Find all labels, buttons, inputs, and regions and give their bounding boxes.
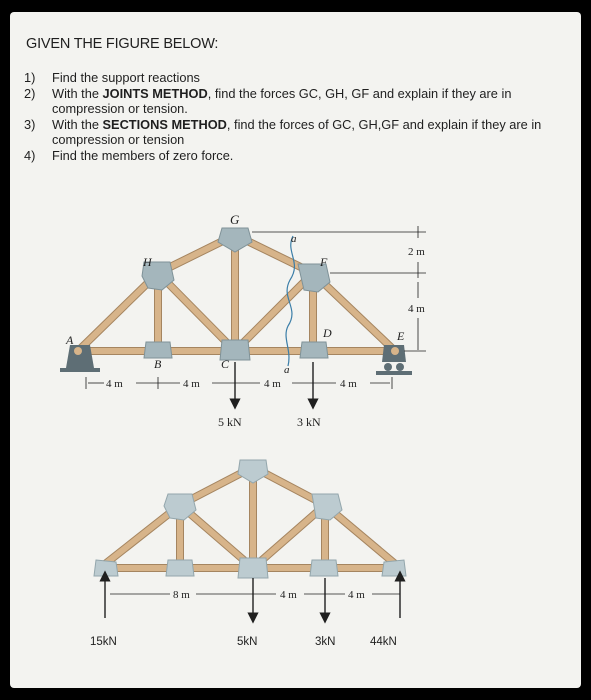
question-text-run: , find the forces of GC, GH,GF and explain if they are in compression or tension	[52, 116, 542, 147]
truss-1-dim-1: 4 m	[106, 378, 123, 390]
truss-1-dim-3: 4 m	[264, 378, 281, 390]
joint-label-c: C	[221, 357, 230, 371]
truss-2-load-15kn: 15kN	[90, 636, 117, 648]
question-text-run: Find the support reactions	[52, 70, 200, 85]
question-text-run: With the	[52, 85, 103, 101]
question-text-run: , find the forces GC, GH, GF and explain if they are in compression or tension.	[52, 85, 512, 116]
truss-2-dim-1: 8 m	[173, 589, 190, 601]
question-number: 3)	[24, 116, 36, 132]
question-method-name: JOINTS METHOD	[102, 85, 208, 101]
truss-2-members	[100, 467, 400, 568]
truss-1-dim-4: 4 m	[340, 378, 357, 390]
truss-1	[60, 212, 426, 429]
section-label-bottom: a	[284, 364, 290, 376]
truss-1-dim-right-2: 4 m	[408, 303, 425, 315]
question-text-run: With the	[52, 116, 103, 132]
question-number: 2)	[24, 85, 36, 101]
joint-label-h: H	[143, 255, 152, 269]
joint-label-d: D	[323, 326, 332, 340]
truss-1-members	[78, 235, 395, 351]
joint-label-a: A	[66, 333, 74, 347]
question-text-run: Find the members of zero force.	[52, 147, 234, 163]
problem-heading: GIVEN THE FIGURE BELOW:	[26, 36, 219, 52]
truss-2-load-44kn: 44kN	[370, 636, 397, 648]
section-label-top: a	[291, 233, 297, 245]
truss-2	[90, 460, 406, 648]
load-label-5kn: 5 kN	[218, 415, 242, 429]
question-method-name: SECTIONS METHOD	[102, 116, 227, 132]
question-number: 4)	[24, 147, 36, 163]
load-label-3kn: 3 kN	[297, 415, 321, 429]
truss-1-dim-2: 4 m	[183, 378, 200, 390]
joint-label-e: E	[397, 329, 405, 343]
truss-2-dim-3: 4 m	[348, 589, 365, 601]
joint-label-b: B	[154, 357, 162, 371]
question-number: 1)	[24, 70, 36, 85]
truss-2-load-3kn: 3kN	[315, 636, 336, 648]
truss-2-dim-2: 4 m	[280, 589, 297, 601]
joint-label-f: F	[320, 255, 328, 269]
truss-2-load-5kn: 5kN	[237, 636, 258, 648]
joint-label-g: G	[230, 212, 240, 227]
truss-1-dim-right-1: 2 m	[408, 246, 425, 258]
